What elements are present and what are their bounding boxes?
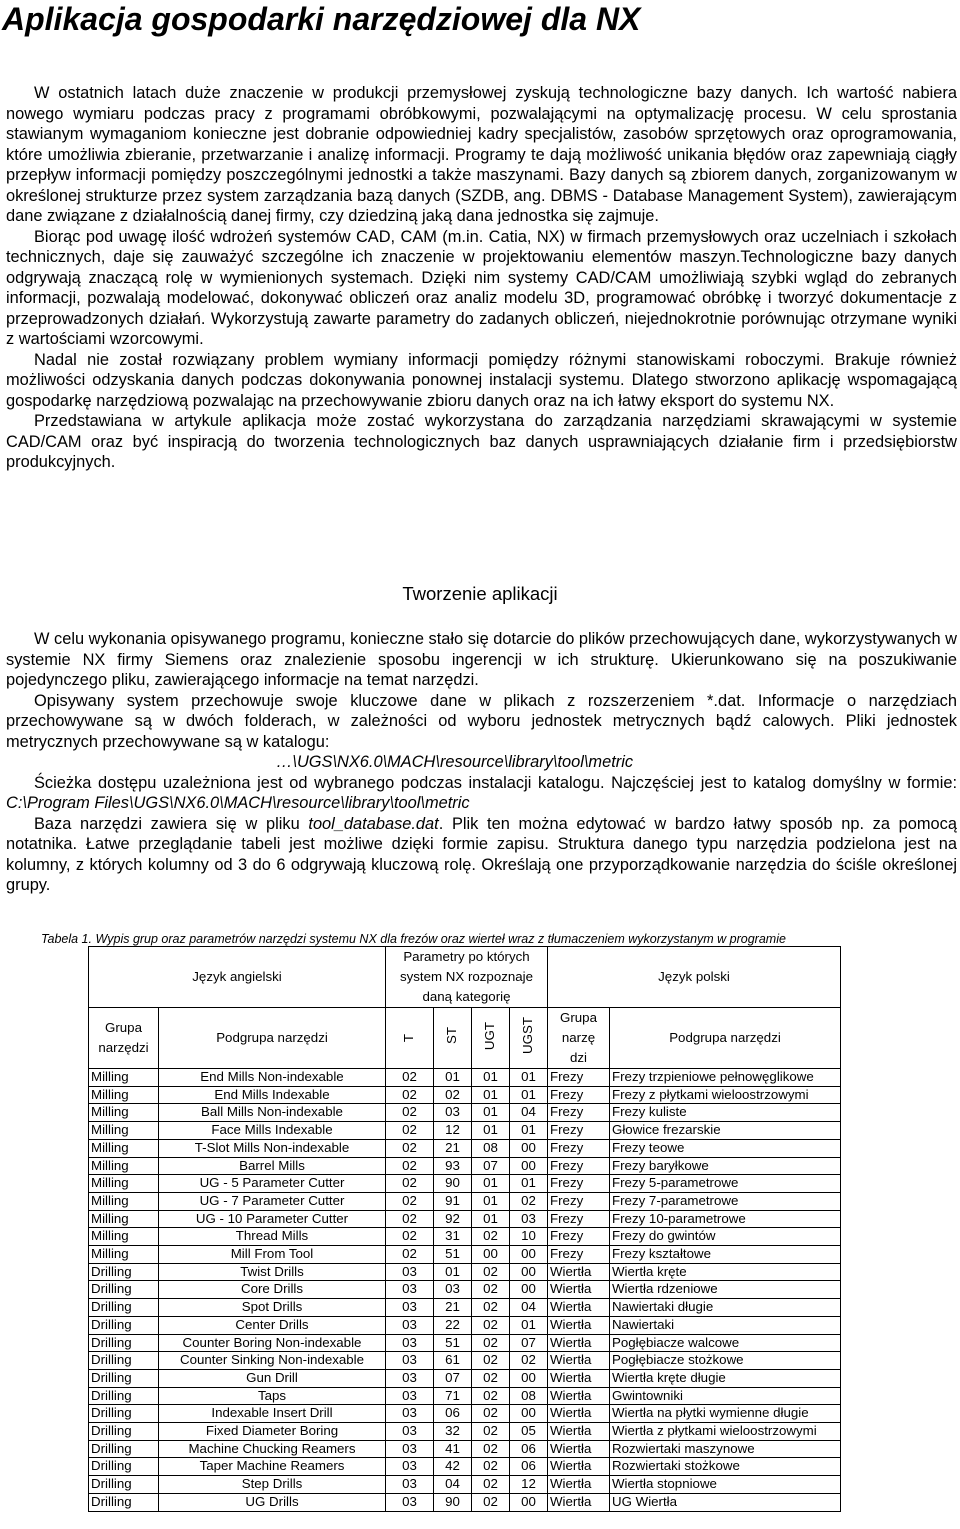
group-pl-cell: Wiertła [548,1405,610,1423]
group-en-cell: Drilling [89,1352,159,1370]
ugt-cell: 02 [472,1352,510,1370]
st-cell: 41 [434,1440,472,1458]
table-row [89,1139,841,1157]
header-col-ugt [472,1008,510,1069]
ugt-cell: 02 [472,1440,510,1458]
group-pl-cell: Wiertła [548,1352,610,1370]
subgroup-en-cell: Thread Mills [159,1228,386,1246]
ugst-cell: 01 [510,1175,548,1193]
t-cell: 03 [386,1369,434,1387]
st-cell: 01 [434,1069,472,1087]
group-pl-cell: Wiertła [548,1493,610,1511]
header-col-t [386,1008,434,1069]
group-pl-cell: Frezy [548,1192,610,1210]
ugt-cell: 02 [472,1476,510,1494]
ugst-cell: 06 [510,1440,548,1458]
metric-path: …\UGS\NX6.0\MACH\resource\library\tool\metric [276,753,634,771]
default-path: C:\Program Files\UGS\NX6.0\MACH\resource\library\tool\metric [6,794,470,812]
subgroup-pl-cell: Nawiertaki [610,1316,841,1334]
subgroup-pl-cell: Rozwiertaki maszynowe [610,1440,841,1458]
t-cell: 03 [386,1299,434,1317]
ugt-cell: 02 [472,1423,510,1441]
group-en-cell: Drilling [89,1423,159,1441]
subgroup-pl-cell: Pogłębiacze stożkowe [610,1352,841,1370]
subgroup-en-cell: Step Drills [159,1476,386,1494]
subgroup-pl-cell: Gwintowniki [610,1387,841,1405]
st-cell: 02 [434,1086,472,1104]
group-pl-cell: Wiertła [548,1458,610,1476]
group-en-cell: Milling [89,1246,159,1264]
t-cell: 03 [386,1493,434,1511]
ugt-cell: 08 [472,1139,510,1157]
ugst-cell: 07 [510,1334,548,1352]
group-en-cell: Drilling [89,1299,159,1317]
t-cell: 03 [386,1352,434,1370]
table-row [89,1210,841,1228]
ugt-cell: 02 [472,1263,510,1281]
st-cell: 71 [434,1387,472,1405]
subgroup-pl-cell: Wiertła stopniowe [610,1476,841,1494]
group-pl-cell: Wiertła [548,1387,610,1405]
subgroup-pl-cell: Frezy z płytkami wieloostrzowymi [610,1086,841,1104]
ugt-cell: 01 [472,1086,510,1104]
st-cell: 03 [434,1281,472,1299]
subgroup-en-cell: Barrel Mills [159,1157,386,1175]
st-cell: 03 [434,1104,472,1122]
group-en-cell: Drilling [89,1387,159,1405]
group-en-cell: Milling [89,1175,159,1193]
group-pl-cell: Wiertła [548,1334,610,1352]
section-heading: Tworzenie aplikacji [402,583,558,604]
tool-table [88,946,841,1512]
ugt-cell: 02 [472,1228,510,1246]
group-en-cell: Drilling [89,1281,159,1299]
group-en-cell: Milling [89,1157,159,1175]
ugst-cell: 04 [510,1104,548,1122]
document-title: Aplikacja gospodarki narzędziowej dla NX [2,1,641,37]
subgroup-pl-cell: Frezy trzpieniowe pełnowęglikowe [610,1069,841,1087]
subgroup-en-cell: End Mills Non-indexable [159,1069,386,1087]
group-pl-cell: Frezy [548,1122,610,1140]
ugst-cell: 01 [510,1069,548,1087]
group-pl-cell: Wiertła [548,1440,610,1458]
group-en-cell: Milling [89,1069,159,1087]
table-row [89,1493,841,1511]
st-cell: 90 [434,1493,472,1511]
header-col-st [434,1008,472,1069]
table-row [89,1458,841,1476]
subgroup-en-cell: Indexable Insert Drill [159,1405,386,1423]
group-pl-cell: Wiertła [548,1281,610,1299]
t-cell: 02 [386,1210,434,1228]
t-cell: 03 [386,1263,434,1281]
table-row [89,1175,841,1193]
st-cell: 31 [434,1228,472,1246]
t-cell: 03 [386,1334,434,1352]
subgroup-en-cell: Spot Drills [159,1299,386,1317]
t-cell: 02 [386,1228,434,1246]
ugst-cell: 05 [510,1423,548,1441]
subgroup-en-cell: Ball Mills Non-indexable [159,1104,386,1122]
header-english: Język angielski [89,947,386,1008]
path-paragraph [6,773,957,814]
t-cell: 03 [386,1458,434,1476]
subgroup-pl-cell: Frezy 7-parametrowe [610,1192,841,1210]
st-cell: 21 [434,1299,472,1317]
ugst-cell: 00 [510,1263,548,1281]
ugt-cell: 02 [472,1405,510,1423]
header-polish: Język polski [548,947,841,1008]
st-cell: 21 [434,1139,472,1157]
subgroup-en-cell: UG - 5 Parameter Cutter [159,1175,386,1193]
st-cell: 12 [434,1122,472,1140]
header-group-pl: Grupa narzę dzi [548,1008,610,1069]
subgroup-pl-cell: Frezy 5-parametrowe [610,1175,841,1193]
table-row [89,1157,841,1175]
ugst-cell: 04 [510,1299,548,1317]
t-cell: 02 [386,1069,434,1087]
group-en-cell: Drilling [89,1458,159,1476]
subgroup-en-cell: Face Mills Indexable [159,1122,386,1140]
t-cell: 02 [386,1104,434,1122]
ugst-cell: 08 [510,1387,548,1405]
path-text: Ścieżka dostępu uzależniona jest od wybranego podczas instalacji katalogu. Najczęściej jest to katalog domyślny w formie: [34,773,957,792]
subgroup-pl-cell: UG Wiertła [610,1493,841,1511]
subgroup-pl-cell: Wiertła na płytki wymienne długie [610,1405,841,1423]
table-row [89,1122,841,1140]
intro-paragraph: W ostatnich latach duże znaczenie w produkcji przemysłowej zyskują technologiczne bazy danych. Ich wartość nabiera nowego wymiaru podczas pracy z programami obróbkowymi, pozwalającymi na optymalizację procesu. W celu sprostania stawianym wymaganiom konieczne jest dobranie odpowiedniej kadry specjalistów, zasobów sprzętowych oraz oprogramowania, które umożliwia zbieranie, przetwarzanie i analizę informacji. Programy te dają możliwość unikania błędów oraz zapewniają ciągły przepływ informacji pomiędzy poszczególnymi jednostki a także maszynami. Bazy danych są zbiorem danych, zorganizowanym w określonej strukturze przez system zarządzania bazą danych (SZDB, ang. DBMS - Database Management System), zawierającym dane związane z działalnością danej firmy, czy dziedziną jaką dana jednostka się zajmuje. [6,84,957,225]
subgroup-en-cell: Core Drills [159,1281,386,1299]
t-cell: 02 [386,1157,434,1175]
group-en-cell: Drilling [89,1440,159,1458]
t-cell: 02 [386,1192,434,1210]
ugt-cell: 00 [472,1246,510,1264]
ugt-cell: 01 [472,1122,510,1140]
header-group-en: Grupa narzędzi [89,1008,159,1069]
table-row [89,1299,841,1317]
group-en-cell: Drilling [89,1405,159,1423]
st-cell: 06 [434,1405,472,1423]
table-row [89,1069,841,1087]
ugt-cell: 02 [472,1316,510,1334]
st-cell: 22 [434,1316,472,1334]
ugt-cell: 02 [472,1493,510,1511]
st-cell: 90 [434,1175,472,1193]
header-subgroup-en: Podgrupa narzędzi [159,1008,386,1069]
st-cell: 32 [434,1423,472,1441]
table-row [89,1104,841,1122]
st-cell: 91 [434,1192,472,1210]
subgroup-en-cell: Fixed Diameter Boring [159,1423,386,1441]
subgroup-pl-cell: Frezy baryłkowe [610,1157,841,1175]
st-cell: 04 [434,1476,472,1494]
col-ugt-label: UGT [482,1021,498,1050]
subgroup-en-cell: Twist Drills [159,1263,386,1281]
group-pl-cell: Wiertła [548,1423,610,1441]
subgroup-pl-cell: Wiertła kręte długie [610,1369,841,1387]
header-subgroup-pl: Podgrupa narzędzi [610,1008,841,1069]
subgroup-en-cell: Taper Machine Reamers [159,1458,386,1476]
ugst-cell: 02 [510,1192,548,1210]
section-paragraph: Opisywany system przechowuje swoje kluczowe dane w plikach z rozszerzeniem *.dat. Informacje o narzędziach przechowywane są w dwóch folderach, w zależności od wyboru jednostek metrycznych bądź calowych. Pliki jednostek metrycznych przechowywane są w katalogu: [6,691,957,751]
group-pl-cell: Frezy [548,1157,610,1175]
subgroup-pl-cell: Frezy 10-parametrowe [610,1210,841,1228]
group-en-cell: Drilling [89,1263,159,1281]
subgroup-pl-cell: Frezy kształtowe [610,1246,841,1264]
ugst-cell: 00 [510,1281,548,1299]
database-paragraph [6,814,957,896]
table-row [89,1228,841,1246]
subgroup-pl-cell: Wiertła z płytkami wieloostrzowymi [610,1423,841,1441]
ugt-cell: 02 [472,1299,510,1317]
subgroup-en-cell: UG Drills [159,1493,386,1511]
group-pl-cell: Wiertła [548,1476,610,1494]
group-pl-cell: Frezy [548,1246,610,1264]
ugst-cell: 01 [510,1086,548,1104]
subgroup-pl-cell: Frezy do gwintów [610,1228,841,1246]
group-pl-cell: Frezy [548,1139,610,1157]
subgroup-en-cell: UG - 7 Parameter Cutter [159,1192,386,1210]
intro-section [6,83,957,473]
table-body [89,1069,841,1512]
t-cell: 03 [386,1316,434,1334]
subgroup-pl-cell: Pogłębiacze walcowe [610,1334,841,1352]
ugt-cell: 01 [472,1210,510,1228]
table-row [89,1281,841,1299]
ugt-cell: 01 [472,1175,510,1193]
group-en-cell: Milling [89,1192,159,1210]
subgroup-en-cell: Machine Chucking Reamers [159,1440,386,1458]
group-en-cell: Drilling [89,1369,159,1387]
ugst-cell: 12 [510,1476,548,1494]
group-pl-cell: Frezy [548,1086,610,1104]
table-row [89,1263,841,1281]
group-pl-cell: Frezy [548,1069,610,1087]
group-pl-cell: Wiertła [548,1299,610,1317]
table-row [89,1352,841,1370]
t-cell: 03 [386,1405,434,1423]
subgroup-en-cell: Gun Drill [159,1369,386,1387]
st-cell: 61 [434,1352,472,1370]
intro-paragraph: Biorąc pod uwagę ilość wdrożeń systemów CAD, CAM (m.in. Catia, NX) w firmach przemysłowych oraz uczelniach i szkołach technicznych, daje się zauważyć szczególne ich znaczenie w projektowaniu elementów maszyn.Technologiczne bazy danych odgrywają znaczącą rolę w wymienionych systemach. Dzięki nim systemy CAD/CAM umożliwiają szybki wgląd do zebranych informacji, pozwalają modelować, dokonywać obliczeń oraz analiz modelu 3D, programować obróbkę i tworzyć dokumentacje z przeprowadzonych działań. Wykorzystują zawarte parametry do zadanych obliczeń, niejednokrotnie porównując otrzymane wyniki z wartościami wzorcowymi. [6,227,957,348]
group-en-cell: Milling [89,1122,159,1140]
subgroup-en-cell: Counter Boring Non-indexable [159,1334,386,1352]
subgroup-pl-cell: Frezy kuliste [610,1104,841,1122]
t-cell: 02 [386,1175,434,1193]
table-row [89,1387,841,1405]
t-cell: 03 [386,1281,434,1299]
group-en-cell: Milling [89,1139,159,1157]
group-pl-cell: Frezy [548,1210,610,1228]
st-cell: 51 [434,1246,472,1264]
table-row [89,1086,841,1104]
t-cell: 03 [386,1476,434,1494]
group-en-cell: Milling [89,1210,159,1228]
intro-paragraph: Nadal nie został rozwiązany problem wymiany informacji pomiędzy różnymi stanowiskami roboczymi. Brakuje również możliwości odzyskania danych podczas dokonywania ponownej instalacji systemu. Dlatego stworzono aplikację wspomagającą gospodarkę narzędziową pozwalając na przechowywanie zbioru danych oraz na ich łatwy eksport do systemu NX. [6,350,957,410]
t-cell: 02 [386,1246,434,1264]
group-pl-cell: Frezy [548,1175,610,1193]
group-en-cell: Drilling [89,1476,159,1494]
st-cell: 07 [434,1369,472,1387]
subgroup-en-cell: T-Slot Mills Non-indexable [159,1139,386,1157]
ugt-cell: 02 [472,1387,510,1405]
group-en-cell: Drilling [89,1493,159,1511]
ugst-cell: 00 [510,1157,548,1175]
ugt-cell: 02 [472,1458,510,1476]
st-cell: 42 [434,1458,472,1476]
header-params: Parametry po których system NX rozpoznaje daną kategorię [386,947,548,1008]
ugt-cell: 02 [472,1281,510,1299]
ugt-cell: 01 [472,1192,510,1210]
ugst-cell: 00 [510,1246,548,1264]
ugst-cell: 00 [510,1139,548,1157]
group-pl-cell: Wiertła [548,1263,610,1281]
col-ugst-label: UGST [520,1017,536,1055]
table-caption: Tabela 1. Wypis grup oraz parametrów narzędzi systemu NX dla frezów oraz wierteł wraz z tłumaczeniem wykorzystanym w programie [41,932,786,946]
t-cell: 02 [386,1086,434,1104]
table-row [89,1440,841,1458]
t-cell: 03 [386,1440,434,1458]
db-text-before: Baza narzędzi zawiera się w pliku [34,814,309,833]
ugst-cell: 06 [510,1458,548,1476]
ugt-cell: 02 [472,1369,510,1387]
ugt-cell: 02 [472,1334,510,1352]
ugst-cell: 00 [510,1493,548,1511]
table-row [89,1476,841,1494]
ugt-cell: 07 [472,1157,510,1175]
group-en-cell: Milling [89,1086,159,1104]
group-pl-cell: Wiertła [548,1369,610,1387]
st-cell: 93 [434,1157,472,1175]
section-paragraph: W celu wykonania opisywanego programu, konieczne stało się dotarcie do plików przechowujących dane, wykorzystywanych w systemie NX firmy Siemens oraz znalezienie sposobu ingerencji w ich strukturę. Ukierunkowano się na poszukiwanie pojedynczego pliku, zawierającego informacje na temat narzędzi. [6,630,957,689]
section-body [6,629,957,896]
intro-paragraph: Przedstawiana w artykule aplikacja może zostać wykorzystana do zarządzania narzędziami skrawającymi w systemie CAD/CAM oraz być inspiracją do tworzenia technologicznych baz danych usprawniających działanie firm i przedsiębiorstw produkcyjnych. [6,412,957,471]
table-row [89,1369,841,1387]
subgroup-en-cell: UG - 10 Parameter Cutter [159,1210,386,1228]
col-st-label: ST [444,1027,460,1045]
ugst-cell: 01 [510,1122,548,1140]
group-pl-cell: Frezy [548,1104,610,1122]
t-cell: 02 [386,1139,434,1157]
subgroup-en-cell: Mill From Tool [159,1246,386,1264]
subgroup-pl-cell: Rozwiertaki stożkowe [610,1458,841,1476]
st-cell: 92 [434,1210,472,1228]
db-text-after: . Plik ten można edytować w bardzo łatwy sposób np. za pomocą notatnika. Łatwe przeglądanie tabeli jest możliwe dzięki formie zapisu. Struktura danego typu narzędzia podzielona jest na kolumny, z których kolumny od 3 do 6 odgrywają kluczową rolę. Określają one przyporządkowanie narzędzia do ściśle określonej grupy. [6,814,957,894]
group-en-cell: Drilling [89,1334,159,1352]
t-cell: 03 [386,1423,434,1441]
t-cell: 03 [386,1387,434,1405]
ugst-cell: 01 [510,1316,548,1334]
subgroup-pl-cell: Głowice frezarskie [610,1122,841,1140]
subgroup-pl-cell: Wiertła rdzeniowe [610,1281,841,1299]
table-row [89,1405,841,1423]
table-row [89,1334,841,1352]
group-en-cell: Milling [89,1228,159,1246]
col-t-label: T [401,1033,417,1042]
ugst-cell: 02 [510,1352,548,1370]
table-row [89,1316,841,1334]
group-pl-cell: Wiertła [548,1316,610,1334]
subgroup-pl-cell: Frezy teowe [610,1139,841,1157]
st-cell: 51 [434,1334,472,1352]
ugt-cell: 01 [472,1104,510,1122]
group-en-cell: Drilling [89,1316,159,1334]
ugst-cell: 10 [510,1228,548,1246]
group-en-cell: Milling [89,1104,159,1122]
subgroup-en-cell: Center Drills [159,1316,386,1334]
header-col-ugst [510,1008,548,1069]
ugst-cell: 03 [510,1210,548,1228]
db-file-name: tool_database.dat [308,814,439,833]
subgroup-en-cell: End Mills Indexable [159,1086,386,1104]
table-row [89,1246,841,1264]
st-cell: 01 [434,1263,472,1281]
subgroup-en-cell: Taps [159,1387,386,1405]
ugt-cell: 01 [472,1069,510,1087]
t-cell: 02 [386,1122,434,1140]
subgroup-pl-cell: Wiertła kręte [610,1263,841,1281]
ugst-cell: 00 [510,1369,548,1387]
table-row [89,1423,841,1441]
table-row [89,1192,841,1210]
subgroup-en-cell: Counter Sinking Non-indexable [159,1352,386,1370]
ugst-cell: 00 [510,1405,548,1423]
group-pl-cell: Frezy [548,1228,610,1246]
subgroup-pl-cell: Nawiertaki długie [610,1299,841,1317]
